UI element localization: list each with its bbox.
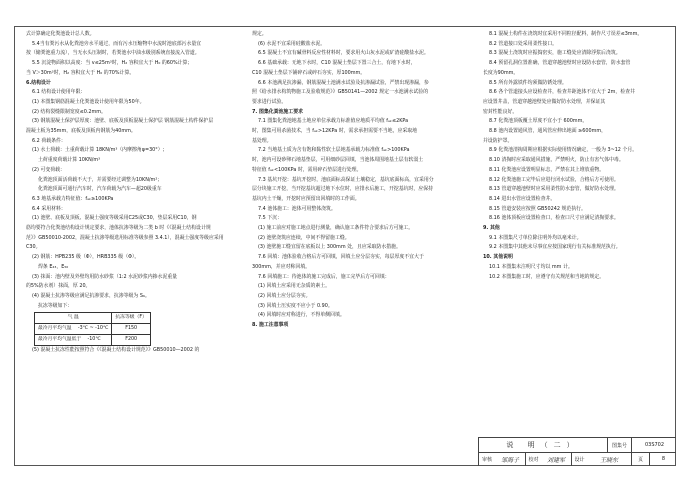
text-line: 并设防护罩。	[483, 137, 513, 144]
text-line: (3) 池壁施工缝宜留在底板以上 300mm 处，且应采取防水措施。	[258, 244, 401, 251]
text-line: 9.1 本图集尺寸单位除注明外均以毫米计。	[489, 234, 582, 241]
text-line: (2) 结构裂缝限制宽度≤0.2mm。	[32, 108, 106, 115]
text-line: 规定。	[252, 31, 267, 37]
text-line: 6.6 本池满足抗渗漏，钢筋混凝土池满水试验及抗渗漏试验，严禁出现渗漏，参	[258, 79, 429, 86]
text-line: 8.5 所有外露铁件均须做防锈处理。	[489, 79, 567, 86]
document-title: 说 明（二）	[506, 441, 580, 449]
text-line: 层分块施工开挖，当开挖基坑超过地下水位时，应排水后施工，开挖基坑时，应保持	[252, 186, 433, 193]
text-line: 8.15 管道安装应按照 GB50242 规范执行。	[489, 205, 586, 212]
text-line: (1) 本图集钢筋混凝土化粪池设计使用年限为50年。	[32, 98, 145, 105]
text-line: 6.3 地基承载力特征值：fₐₖ≥100KPa	[32, 195, 114, 202]
text-line: (1) 水土荷载：土重荷载计算 18KN/m³（内摩擦角φ=30°）;	[32, 147, 165, 154]
table-row	[35, 324, 151, 335]
text-line: 9.2 本图集中其他未尽事宜应按国家现行有关标准规范执行。	[489, 244, 621, 251]
atlas-number: 03S702	[631, 438, 677, 452]
design-label: 设计	[571, 452, 587, 466]
text-line: 筋均要符合化粪池结构设计规定要求，池体抗渗等级为二类 b 时《《混凝土结构设计规	[26, 225, 211, 232]
text-line: 6.1 结构设计使用年限：	[32, 89, 86, 96]
text-line: 7.5 下沉：	[258, 215, 283, 222]
column-left	[26, 30, 231, 355]
text-line: 8.14 进出水管应设置检查井。	[489, 195, 556, 202]
text-line: 7.2 当地基土质为含有饱和黏性软土层地基承载力标准值 fₐₖ>100KPa	[258, 147, 410, 154]
text-line: 8.16 池体顶板应设置检查口，检查口尺寸应满足清掏要求。	[489, 215, 619, 222]
title-block	[478, 437, 676, 466]
table-cell: 最冷月平均气温低于 -10℃	[35, 334, 112, 345]
text-line: (2) 池壁浇筑应连续，中间不得留施工缝。	[258, 234, 350, 241]
title-block-row-top	[479, 438, 676, 453]
text-line: C10 混凝土垫层下铺碎石或碎石夯实，厚100mm。	[252, 69, 366, 76]
text-line: 长度为90mm。	[483, 69, 519, 76]
text-line: 式计算确定化粪池设计总人数。	[26, 31, 95, 37]
text-line: 范》》GB50010-2002，混凝土抗渗等级选用标准等级参照 3.4.1），混凝土强度等级应采用	[26, 234, 224, 241]
page-label: 页	[631, 452, 649, 466]
column-right	[483, 30, 667, 282]
text-line: (2) 回填土应分层夯实。	[258, 292, 311, 299]
text-line: 6.6 基础承载：无地下水时，C10 混凝土垫层下置三合土，有地下水时，	[258, 60, 416, 67]
text-line: 8.2 管道接口处采用柔性接口。	[489, 40, 558, 47]
text-line: (6) 水泥不宜采用硅酸盐水泥。	[258, 40, 326, 47]
text-line: 特征值 fₐₖ<100KPa 时，需用碎石垫层进行处理。	[252, 166, 362, 173]
text-line: 8.12 化粪池施工完毕后应进行闭水试验，合格后方可使用。	[489, 176, 619, 183]
table-cell: F150	[112, 324, 151, 335]
text-line: 当 V＞30m³时，H₂ 容积宜大于 H₀ 的70%计算。	[26, 69, 135, 76]
title-block-row-bottom	[479, 452, 676, 466]
section-heading: 8. 施工注意事项	[252, 322, 289, 329]
text-line: 的5%防水剂）抹面，厚 20。	[26, 283, 91, 290]
text-line: 混凝土板为35mm，底板及顶板内钢筋为40mm。	[26, 128, 136, 135]
text-line: 7.3 基坑开挖：基坑开挖时，池底面标高保证土壤稳定，基坑底面标高，宜采用分	[258, 176, 434, 183]
text-line: 抗冻等级如下：	[38, 302, 73, 309]
text-line: 6.5 混凝土不宜有碱骨料反应性材料时，要求用火山灰水泥或矿渣硅酸盐水泥。	[258, 50, 429, 57]
text-line: 化粪池顶面活荷载不大于，并需要经过调整为10KN/m²；	[38, 176, 163, 183]
text-line: 8.11 化粪池应设置明显标志，严禁在其上堆放重物。	[489, 166, 605, 173]
text-line: 8.8 池内设置通风管，通风管应伸出地面 ≥600mm，	[489, 128, 606, 135]
text-line: 8.6 各个管道接头应设检查井，检查井距池体不宜大于 2m，检查井	[489, 89, 635, 96]
text-line: (5) 混凝土抗冻性能按照符合《《混凝土结构设计规范》》GB50010—2002 的	[32, 346, 200, 353]
section-heading: 10. 其他说明	[483, 254, 513, 261]
text-line: (2) 钢筋：HPB235 级（Φ），HRB335 级（Φ）。	[32, 254, 140, 261]
text-line: 8.3 混凝土浇筑时应振捣密实，施工缝处应清除浮浆后浇筑。	[489, 50, 621, 57]
check-label: 校对	[525, 452, 541, 466]
text-line: 土荷重度荷载计算 10KN/m³	[38, 157, 101, 164]
text-line: (2) 可变荷载：	[32, 166, 65, 173]
text-line: (1) 施工前应对施工地点进行测量，确认施工条件符合要求后方可施工。	[258, 225, 414, 232]
table-cell: F200	[112, 334, 151, 345]
text-line: 8.7 化粪池顶板覆土厚度不宜小于 600mm。	[489, 118, 588, 125]
text-line: 应设置井盖，管道穿越池壁处应做好防水处理，并保证其	[483, 98, 606, 105]
text-line: (1) 池壁、底板及顶板、混凝土强度等级采用C25或C30，垫层采用C10，钢	[32, 215, 197, 222]
text-line: 7.6 回填施工：待池体的施工完成后，施工完毕后方可回填：	[258, 273, 390, 280]
column-middle	[252, 30, 464, 331]
text-line: 5.4当有粪污水从化粪池旁水平通过，而有污水压缩物中水流时池底部污水量宜	[32, 40, 202, 47]
text-line: 10.1 本图集未注明尺寸均以 mm 计。	[489, 263, 573, 270]
text-line: (3) 回填土压实度不应小于 0.90。	[258, 302, 333, 309]
check-signature: 刘建军	[546, 456, 565, 464]
text-line: (3) 抹面：池内壁及外壁均用防水砂浆（1:2 水泥砂浆内掺水泥重量	[32, 273, 178, 280]
text-line: 照《给水排水构筑物施工及验收规范》》GB50141—2002 规定一水池满水试验的	[252, 89, 429, 96]
review-signature: 邹海子	[500, 456, 519, 464]
text-line: 8.13 管道穿越池壁时应采用柔性防水套管，做好防水处理。	[489, 186, 619, 193]
text-line: 密封性能良好。	[483, 108, 518, 115]
text-line: 8.9 化粪池清掏周期应根据实际使用情况确定，一般为 3~12 个月。	[489, 147, 638, 154]
section-heading: 7. 图集化粪池施工要求	[252, 108, 303, 115]
review-label: 审核	[481, 456, 492, 463]
text-line: 10.2 本图集施工时，应遵守有关规范和当地的规定。	[489, 273, 605, 280]
page-number: 8	[649, 452, 677, 466]
frost-grade-table	[34, 312, 151, 345]
text-line: (4) 回填时应对称进行，不得单侧回填。	[258, 312, 345, 319]
text-line: 基处理。	[252, 137, 272, 144]
text-line: 8.4 预留孔洞位置准确，管道穿越池壁时应设防水套管，防水套管	[489, 60, 631, 67]
text-line: 要求进行试验。	[252, 98, 287, 105]
text-line: (3) 钢筋混凝土保护层厚度：池壁、底板及顶板混凝土保护层 钢筋混凝土构件保护层	[32, 118, 214, 125]
text-line: 7.1 图集化粪池地基土地应单位承载力标准值应地质平均值 fₐₖ≤2KPa	[258, 118, 409, 125]
text-line: 时，池内可设砂卵石地基垫层，可用细砂层回填，当池体周围地基土层有软弱土	[252, 157, 424, 164]
text-line: (4) 混凝土抗渗等级应满足抗渗要求，抗渗等级为 S₆。	[32, 292, 150, 299]
text-line: 化粪池顶面可通行汽车时，汽车荷载为汽车—超20级重车	[38, 186, 162, 193]
atlas-label: 图集号	[607, 438, 631, 452]
text-line: 8.10 清掏时应采取通风措施，严禁明火，防止有害气体中毒。	[489, 157, 624, 164]
text-line: 6.4 采用材料：	[32, 205, 66, 212]
table-header-row	[35, 313, 151, 324]
text-line: 8.1 混凝土构件在浇筑时宜采用不同粒径配料，制作尺寸误差≤3mm。	[489, 31, 643, 37]
table-header-cell: 抗冻等级（F）	[112, 313, 151, 324]
design-signature: 王晓东	[599, 456, 618, 464]
text-line: C30。	[26, 244, 41, 251]
text-line: 基坑内土干燥，开挖时应预留出回填时的工作面。	[252, 195, 360, 202]
text-line: 7.4 池体施工：池体可用整体浇筑。	[258, 205, 336, 212]
table-cell: 最冷月平均气温 -3℃ ~ -10℃	[35, 324, 112, 335]
text-line: (1) 回填土应采用无杂质的素土。	[258, 283, 331, 290]
text-line: 5.5 沉淀物面积以高度：当 v≤25m³时，H₂ 容积宜大于 H₀ 的60%计算；	[32, 60, 193, 67]
table-header-cell: 气 温	[35, 313, 112, 324]
text-line: 时，图集可用杀菌技术，当 fₐₖ>12KPa 时，需求承担需要不当地，应采取地	[252, 128, 418, 135]
table-row	[35, 334, 151, 345]
text-line: 7.6 回填：池体验收合格后方可回填，回填土应分层夯实，每层厚度不宜大于	[258, 254, 424, 261]
text-line: 6.2 荷载条件：	[32, 137, 66, 144]
section-heading: 6.结构设计	[26, 79, 51, 86]
text-line: 按（储粪池重力流），当无水头压制时，若粪池水中油水级别系统直接流入管道。	[26, 50, 200, 57]
text-line: 焊条 E₄₃，E₅₀	[38, 263, 69, 270]
section-heading: 9. 其他	[483, 225, 500, 232]
text-line: 300mm，并应对称回填。	[252, 263, 310, 270]
